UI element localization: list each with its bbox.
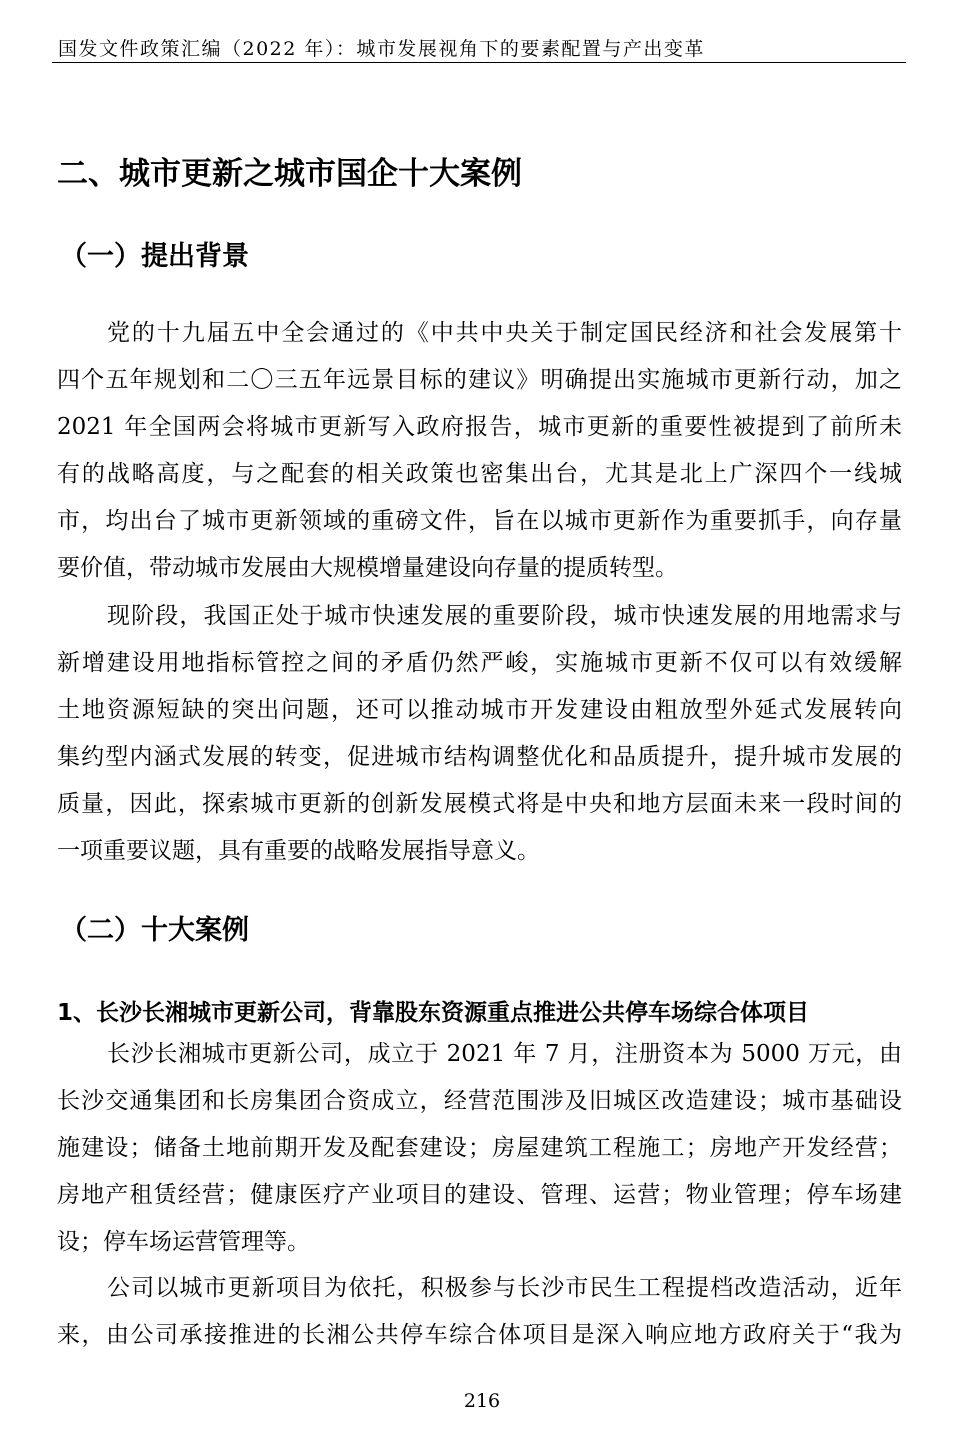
text-line: 来，由公司承接推进的长湘公共停车综合体项目是深入响应地方政府关于“我为 <box>57 1322 902 1348</box>
paragraph-4 <box>57 1265 902 1359</box>
case-title: 1、长沙长湘城市更新公司，背靠股东资源重点推进公共停车场综合体项目 <box>57 1000 810 1026</box>
text-line: 长沙交通集团和长房集团合资成立，经营范围涉及旧城区改造建设；城市基础设 <box>57 1088 902 1114</box>
text-line: 要价值，带动城市发展由大规模增量建设向存量的提质转型。 <box>57 555 678 581</box>
text-line: 一项重要议题，具有重要的战略发展指导意义。 <box>57 838 540 864</box>
subsection-title-background: （一）提出背景 <box>60 241 249 272</box>
paragraph-1 <box>57 310 902 592</box>
text-line: 2021 年全国两会将城市更新写入政府报告，城市更新的重要性被提到了前所未 <box>57 414 902 440</box>
text-line: 土地资源短缺的突出问题，还可以推动城市开发建设由粗放型外延式发展转向 <box>57 697 902 723</box>
text-line: 房地产租赁经营；健康医疗产业项目的建设、管理、运营；物业管理；停车场建 <box>57 1182 902 1208</box>
paragraph-3 <box>57 1031 902 1266</box>
text-line: 公司以城市更新项目为依托，积极参与长沙市民生工程提档改造活动，近年 <box>107 1275 902 1301</box>
text-line: 设；停车场运营管理等。 <box>57 1229 310 1255</box>
text-line: 有的战略高度，与之配套的相关政策也密集出台，尤其是北上广深四个一线城 <box>57 461 902 487</box>
text-line: 长沙长湘城市更新公司，成立于 2021 年 7 月，注册资本为 5000 万元，由 <box>107 1041 902 1067</box>
header-rule <box>52 62 906 63</box>
paragraph-2 <box>57 593 902 875</box>
subsection-title-cases: （二）十大案例 <box>60 915 249 946</box>
text-line: 集约型内涵式发展的转变，促进城市结构调整优化和品质提升，提升城市发展的 <box>57 744 902 770</box>
text-line: 市，均出台了城市更新领域的重磅文件，旨在以城市更新作为重要抓手，向存量 <box>57 508 902 534</box>
text-line: 现阶段，我国正处于城市快速发展的重要阶段，城市快速发展的用地需求与 <box>107 603 902 629</box>
text-line: 新增建设用地指标管控之间的矛盾仍然严峻，实施城市更新不仅可以有效缓解 <box>57 650 902 676</box>
page-number: 216 <box>463 1390 501 1412</box>
text-line: 党的十九届五中全会通过的《中共中央关于制定国民经济和社会发展第十 <box>107 320 902 346</box>
text-line: 四个五年规划和二〇三五年远景目标的建议》明确提出实施城市更新行动，加之 <box>57 367 902 393</box>
text-line: 质量，因此，探索城市更新的创新发展模式将是中央和地方层面未来一段时间的 <box>57 791 902 817</box>
text-line: 施建设；储备土地前期开发及配套建设；房屋建筑工程施工；房地产开发经营； <box>57 1135 902 1161</box>
running-header: 国发文件政策汇编（2022 年）：城市发展视角下的要素配置与产出变革 <box>58 38 705 60</box>
section-title: 二、城市更新之城市国企十大案例 <box>57 156 522 192</box>
